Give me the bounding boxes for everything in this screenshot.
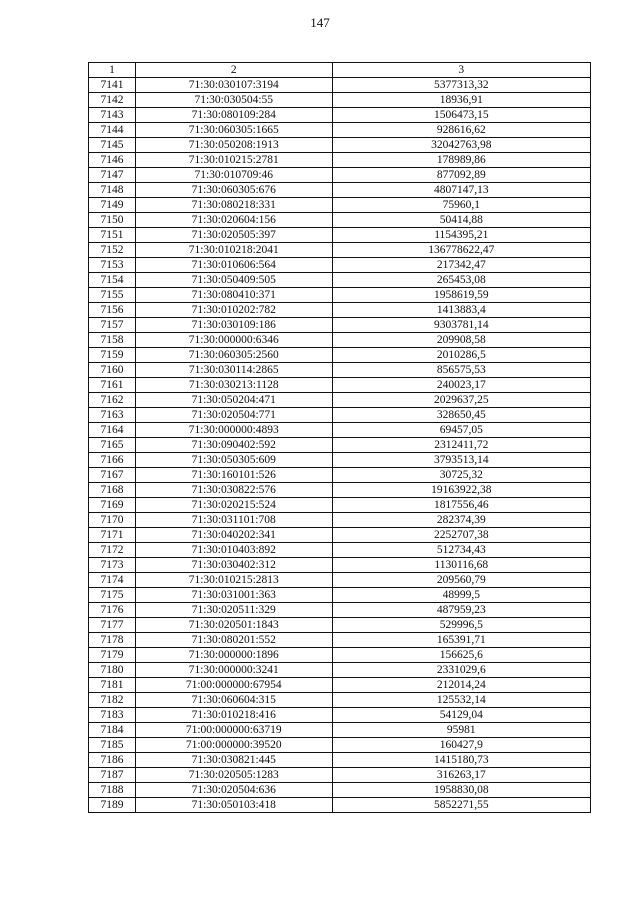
cadastral-number-cell: 71:30:030107:3194 — [135, 78, 332, 93]
value-cell: 165391,71 — [332, 633, 590, 648]
cadastral-value-table — [88, 62, 591, 813]
row-number-cell: 7152 — [89, 243, 136, 258]
value-cell: 1154395,21 — [332, 228, 590, 243]
row-number-cell: 7167 — [89, 468, 136, 483]
value-cell: 529996,5 — [332, 618, 590, 633]
value-cell: 212014,24 — [332, 678, 590, 693]
table-row — [89, 438, 591, 453]
table-row — [89, 483, 591, 498]
cadastral-number-cell: 71:30:020505:397 — [135, 228, 332, 243]
row-number-cell: 7182 — [89, 693, 136, 708]
value-cell: 125532,14 — [332, 693, 590, 708]
cadastral-number-cell: 71:30:030114:2865 — [135, 363, 332, 378]
row-number-cell: 7155 — [89, 288, 136, 303]
cadastral-number-cell: 71:30:010215:2813 — [135, 573, 332, 588]
row-number-cell: 7183 — [89, 708, 136, 723]
value-cell: 2312411,72 — [332, 438, 590, 453]
table-row — [89, 393, 591, 408]
cadastral-number-cell: 71:30:050204:471 — [135, 393, 332, 408]
row-number-cell: 7179 — [89, 648, 136, 663]
cadastral-number-cell: 71:30:030821:445 — [135, 753, 332, 768]
value-cell: 5852271,55 — [332, 798, 590, 813]
value-cell: 2331029,6 — [332, 663, 590, 678]
value-cell: 69457,05 — [332, 423, 590, 438]
row-number-cell: 7175 — [89, 588, 136, 603]
cadastral-number-cell: 71:30:000000:3241 — [135, 663, 332, 678]
row-number-cell: 7162 — [89, 393, 136, 408]
table-row — [89, 768, 591, 783]
cadastral-number-cell: 71:30:020501:1843 — [135, 618, 332, 633]
row-number-cell: 7150 — [89, 213, 136, 228]
row-number-cell: 7181 — [89, 678, 136, 693]
value-cell: 75960,1 — [332, 198, 590, 213]
table-row — [89, 303, 591, 318]
cadastral-number-cell: 71:30:030109:186 — [135, 318, 332, 333]
cadastral-number-cell: 71:30:080410:371 — [135, 288, 332, 303]
table-row — [89, 528, 591, 543]
row-number-cell: 7153 — [89, 258, 136, 273]
table-row — [89, 708, 591, 723]
value-cell: 328650,45 — [332, 408, 590, 423]
value-cell: 136778622,47 — [332, 243, 590, 258]
table-row — [89, 648, 591, 663]
table-row — [89, 333, 591, 348]
table-row — [89, 798, 591, 813]
table-row — [89, 108, 591, 123]
cadastral-number-cell: 71:30:010202:782 — [135, 303, 332, 318]
cadastral-number-cell: 71:30:000000:4893 — [135, 423, 332, 438]
cadastral-number-cell: 71:30:020505:1283 — [135, 768, 332, 783]
cadastral-number-cell: 71:30:020511:329 — [135, 603, 332, 618]
row-number-cell: 7174 — [89, 573, 136, 588]
table-row — [89, 423, 591, 438]
value-cell: 178989,86 — [332, 153, 590, 168]
table-row — [89, 378, 591, 393]
table-row — [89, 678, 591, 693]
row-number-cell: 7184 — [89, 723, 136, 738]
value-cell: 265453,08 — [332, 273, 590, 288]
cadastral-number-cell: 71:30:020215:524 — [135, 498, 332, 513]
cadastral-number-cell: 71:30:030822:576 — [135, 483, 332, 498]
page-number: 147 — [310, 15, 330, 30]
row-number-cell: 7157 — [89, 318, 136, 333]
table-row — [89, 273, 591, 288]
value-cell: 316263,17 — [332, 768, 590, 783]
value-cell: 1958619,59 — [332, 288, 590, 303]
row-number-cell: 7156 — [89, 303, 136, 318]
row-number-cell: 7145 — [89, 138, 136, 153]
row-number-cell: 7173 — [89, 558, 136, 573]
cadastral-number-cell: 71:30:160101:526 — [135, 468, 332, 483]
value-cell: 1817556,46 — [332, 498, 590, 513]
value-cell: 1415180,73 — [332, 753, 590, 768]
cadastral-number-cell: 71:30:060305:2560 — [135, 348, 332, 363]
row-number-cell: 7168 — [89, 483, 136, 498]
table-row — [89, 198, 591, 213]
table-row — [89, 663, 591, 678]
row-number-cell: 7180 — [89, 663, 136, 678]
table-row — [89, 123, 591, 138]
column-header-3: 3 — [332, 63, 590, 78]
row-number-cell: 7164 — [89, 423, 136, 438]
cadastral-number-cell: 71:30:030402:312 — [135, 558, 332, 573]
value-cell: 217342,47 — [332, 258, 590, 273]
cadastral-number-cell: 71:30:050305:609 — [135, 453, 332, 468]
value-cell: 50414,88 — [332, 213, 590, 228]
row-number-cell: 7170 — [89, 513, 136, 528]
value-cell: 48999,5 — [332, 588, 590, 603]
value-cell: 5377313,32 — [332, 78, 590, 93]
row-number-cell: 7188 — [89, 783, 136, 798]
cadastral-number-cell: 71:30:010709:46 — [135, 168, 332, 183]
table-row — [89, 618, 591, 633]
cadastral-number-cell: 71:30:080201:552 — [135, 633, 332, 648]
cadastral-number-cell: 71:30:010218:2041 — [135, 243, 332, 258]
row-number-cell: 7158 — [89, 333, 136, 348]
value-cell: 877092,89 — [332, 168, 590, 183]
cadastral-number-cell: 71:30:050208:1913 — [135, 138, 332, 153]
table-row — [89, 318, 591, 333]
table-row — [89, 408, 591, 423]
cadastral-number-cell: 71:30:031101:708 — [135, 513, 332, 528]
row-number-cell: 7185 — [89, 738, 136, 753]
value-cell: 9303781,14 — [332, 318, 590, 333]
row-number-cell: 7149 — [89, 198, 136, 213]
value-cell: 282374,39 — [332, 513, 590, 528]
table-row — [89, 693, 591, 708]
row-number-cell: 7146 — [89, 153, 136, 168]
column-header-2: 2 — [135, 63, 332, 78]
cadastral-number-cell: 71:30:040202:341 — [135, 528, 332, 543]
table-row — [89, 723, 591, 738]
table-row — [89, 588, 591, 603]
table-row — [89, 558, 591, 573]
cadastral-number-cell: 71:30:030504:55 — [135, 93, 332, 108]
row-number-cell: 7161 — [89, 378, 136, 393]
row-number-cell: 7189 — [89, 798, 136, 813]
cadastral-number-cell: 71:30:060305:1665 — [135, 123, 332, 138]
table-row — [89, 138, 591, 153]
row-number-cell: 7159 — [89, 348, 136, 363]
table-body — [89, 78, 591, 813]
row-number-cell: 7186 — [89, 753, 136, 768]
table-row — [89, 783, 591, 798]
table-row — [89, 603, 591, 618]
row-number-cell: 7151 — [89, 228, 136, 243]
value-cell: 2252707,38 — [332, 528, 590, 543]
cadastral-number-cell: 71:30:010606:564 — [135, 258, 332, 273]
row-number-cell: 7166 — [89, 453, 136, 468]
table-row — [89, 513, 591, 528]
row-number-cell: 7148 — [89, 183, 136, 198]
cadastral-number-cell: 71:30:080109:284 — [135, 108, 332, 123]
table-row — [89, 348, 591, 363]
row-number-cell: 7142 — [89, 93, 136, 108]
table-row — [89, 153, 591, 168]
value-cell: 95981 — [332, 723, 590, 738]
cadastral-number-cell: 71:00:000000:39520 — [135, 738, 332, 753]
row-number-cell: 7141 — [89, 78, 136, 93]
cadastral-number-cell: 71:30:010403:892 — [135, 543, 332, 558]
row-number-cell: 7172 — [89, 543, 136, 558]
row-number-cell: 7178 — [89, 633, 136, 648]
table-row — [89, 543, 591, 558]
cadastral-number-cell: 71:30:090402:592 — [135, 438, 332, 453]
table-row — [89, 183, 591, 198]
cadastral-number-cell: 71:30:050409:505 — [135, 273, 332, 288]
row-number-cell: 7169 — [89, 498, 136, 513]
value-cell: 928616,62 — [332, 123, 590, 138]
value-cell: 32042763,98 — [332, 138, 590, 153]
value-cell: 4807147,13 — [332, 183, 590, 198]
value-cell: 160427,9 — [332, 738, 590, 753]
value-cell: 209908,58 — [332, 333, 590, 348]
value-cell: 1958830,08 — [332, 783, 590, 798]
table-row — [89, 738, 591, 753]
column-header-1: 1 — [89, 63, 136, 78]
cadastral-number-cell: 71:30:010218:416 — [135, 708, 332, 723]
cadastral-number-cell: 71:30:080218:331 — [135, 198, 332, 213]
cadastral-number-cell: 71:30:060604:315 — [135, 693, 332, 708]
value-cell: 856575,53 — [332, 363, 590, 378]
cadastral-number-cell: 71:30:010215:2781 — [135, 153, 332, 168]
table-row — [89, 633, 591, 648]
cadastral-number-cell: 71:30:000000:6346 — [135, 333, 332, 348]
table-row — [89, 168, 591, 183]
value-cell: 209560,79 — [332, 573, 590, 588]
value-cell: 487959,23 — [332, 603, 590, 618]
table-row — [89, 573, 591, 588]
cadastral-number-cell: 71:30:020504:636 — [135, 783, 332, 798]
value-cell: 2029637,25 — [332, 393, 590, 408]
row-number-cell: 7171 — [89, 528, 136, 543]
row-number-cell: 7143 — [89, 108, 136, 123]
cadastral-number-cell: 71:30:060305:676 — [135, 183, 332, 198]
table-row — [89, 498, 591, 513]
row-number-cell: 7187 — [89, 768, 136, 783]
value-cell: 512734,43 — [332, 543, 590, 558]
row-number-cell: 7163 — [89, 408, 136, 423]
value-cell: 3793513,14 — [332, 453, 590, 468]
value-cell: 2010286,5 — [332, 348, 590, 363]
cadastral-number-cell: 71:00:000000:67954 — [135, 678, 332, 693]
table-row — [89, 468, 591, 483]
cadastral-number-cell: 71:30:020604:156 — [135, 213, 332, 228]
value-cell: 1506473,15 — [332, 108, 590, 123]
value-cell: 54129,04 — [332, 708, 590, 723]
value-cell: 1130116,68 — [332, 558, 590, 573]
row-number-cell: 7176 — [89, 603, 136, 618]
row-number-cell: 7177 — [89, 618, 136, 633]
value-cell: 30725,32 — [332, 468, 590, 483]
cadastral-number-cell: 71:30:031001:363 — [135, 588, 332, 603]
table-row — [89, 288, 591, 303]
row-number-cell: 7154 — [89, 273, 136, 288]
table-row — [89, 258, 591, 273]
row-number-cell: 7160 — [89, 363, 136, 378]
cadastral-number-cell: 71:30:050103:418 — [135, 798, 332, 813]
table-row — [89, 78, 591, 93]
table-row — [89, 213, 591, 228]
row-number-cell: 7165 — [89, 438, 136, 453]
cadastral-number-cell: 71:30:000000:1896 — [135, 648, 332, 663]
cadastral-number-cell: 71:00:000000:63719 — [135, 723, 332, 738]
table-row — [89, 243, 591, 258]
row-number-cell: 7144 — [89, 123, 136, 138]
table-row — [89, 228, 591, 243]
value-cell: 156625,6 — [332, 648, 590, 663]
cadastral-number-cell: 71:30:030213:1128 — [135, 378, 332, 393]
cadastral-number-cell: 71:30:020504:771 — [135, 408, 332, 423]
table-header-row — [89, 63, 591, 78]
table-row — [89, 753, 591, 768]
row-number-cell: 7147 — [89, 168, 136, 183]
table-row — [89, 453, 591, 468]
value-cell: 19163922,38 — [332, 483, 590, 498]
table-row — [89, 363, 591, 378]
value-cell: 18936,91 — [332, 93, 590, 108]
value-cell: 240023,17 — [332, 378, 590, 393]
table-row — [89, 93, 591, 108]
value-cell: 1413883,4 — [332, 303, 590, 318]
